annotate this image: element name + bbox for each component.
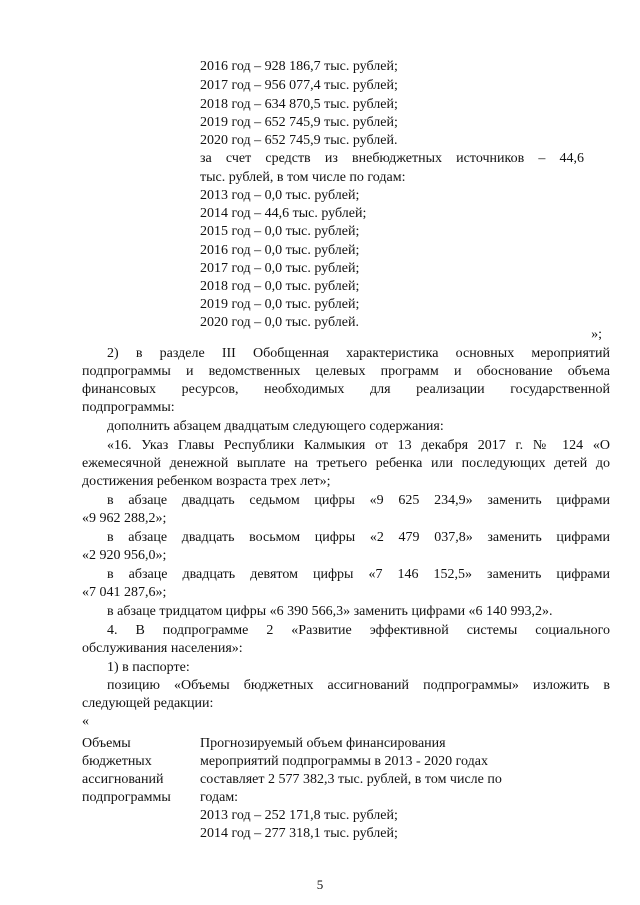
section-heading-line: подпрограммы и ведомственных целевых программ и обоснование объема: [82, 364, 610, 379]
decree-line: ежемесячной денежной выплате на третьего ребенка или последующих детей до: [82, 456, 610, 471]
list-item: 2014 год – 44,6 тыс. рублей;: [200, 206, 367, 221]
passport-value-line: годам:: [200, 790, 239, 805]
list-item: 2018 год – 0,0 тыс. рублей;: [200, 279, 360, 294]
passport-label-line: Объемы: [82, 736, 131, 751]
passport-label-line: бюджетных: [82, 754, 152, 769]
passport-value-line: 2013 год – 252 171,8 тыс. рублей;: [200, 808, 398, 823]
list-item: 2018 год – 634 870,5 тыс. рублей;: [200, 97, 398, 112]
passport-label-line: подпрограммы: [82, 790, 171, 805]
position-line: позицию «Объемы бюджетных ассигнований подпрограммы» изложить в: [107, 678, 610, 693]
list-item: тыс. рублей, в том числе по годам:: [200, 170, 406, 185]
item4-line: 4. В подпрограмме 2 «Развитие эффективной системы социального: [107, 623, 610, 638]
replacement-line: «2 920 956,0»;: [82, 548, 167, 563]
list-item: 2016 год – 928 186,7 тыс. рублей;: [200, 59, 398, 74]
list-item: 2020 год – 652 745,9 тыс. рублей.: [200, 133, 398, 148]
page-number: 5: [316, 877, 324, 892]
decree-line: достижения ребенком возраста трех лет»;: [82, 474, 331, 489]
replacement-thirtieth: в абзаце тридцатом цифры «6 390 566,3» заменить цифрами «6 140 993,2».: [107, 604, 553, 619]
item4-line: обслуживания населения»:: [82, 641, 243, 656]
passport-value-line: 2014 год – 277 318,1 тыс. рублей;: [200, 826, 398, 841]
list-item: 2013 год – 0,0 тыс. рублей;: [200, 188, 360, 203]
replacement-line: «7 041 287,6»;: [82, 585, 167, 600]
passport-value-line: Прогнозируемый объем финансирования: [200, 736, 446, 751]
section-heading-line: финансовых ресурсов, необходимых для реализации государственной: [82, 382, 610, 397]
list-item: 2015 год – 0,0 тыс. рублей;: [200, 224, 360, 239]
passport-value-line: составляет 2 577 382,3 тыс. рублей, в том числе по: [200, 772, 502, 787]
decree-line: «16. Указ Главы Республики Калмыкия от 13 декабря 2017 г. № 124 «О: [107, 438, 610, 453]
add-paragraph-text: дополнить абзацем двадцатым следующего содержания:: [107, 419, 444, 434]
section-heading-line: 2) в разделе III Обобщенная характеристика основных мероприятий: [107, 346, 610, 361]
closing-quote: »;: [591, 327, 602, 342]
position-line: следующей редакции:: [82, 696, 214, 711]
replacement-line: «9 962 288,2»;: [82, 511, 167, 526]
list-item: 2017 год – 956 077,4 тыс. рублей;: [200, 78, 398, 93]
passport-item: 1) в паспорте:: [107, 660, 190, 675]
list-item: 2017 год – 0,0 тыс. рублей;: [200, 261, 360, 276]
list-item: 2019 год – 0,0 тыс. рублей;: [200, 297, 360, 312]
replacement-line: в абзаце двадцать девятом цифры «7 146 152,5» заменить цифрами: [107, 567, 610, 582]
replacement-line: в абзаце двадцать седьмом цифры «9 625 234,9» заменить цифрами: [107, 493, 610, 508]
list-item: 2019 год – 652 745,9 тыс. рублей;: [200, 115, 398, 130]
list-item: 2020 год – 0,0 тыс. рублей.: [200, 315, 359, 330]
open-quote: «: [82, 714, 89, 729]
list-item: 2016 год – 0,0 тыс. рублей;: [200, 243, 360, 258]
list-item: за счет средств из внебюджетных источников – 44,6: [200, 151, 584, 166]
replacement-line: в абзаце двадцать восьмом цифры «2 479 037,8» заменить цифрами: [107, 530, 610, 545]
passport-value-line: мероприятий подпрограммы в 2013 - 2020 годах: [200, 754, 488, 769]
section-heading-line: подпрограммы:: [82, 400, 175, 415]
passport-label-line: ассигнований: [82, 772, 164, 787]
